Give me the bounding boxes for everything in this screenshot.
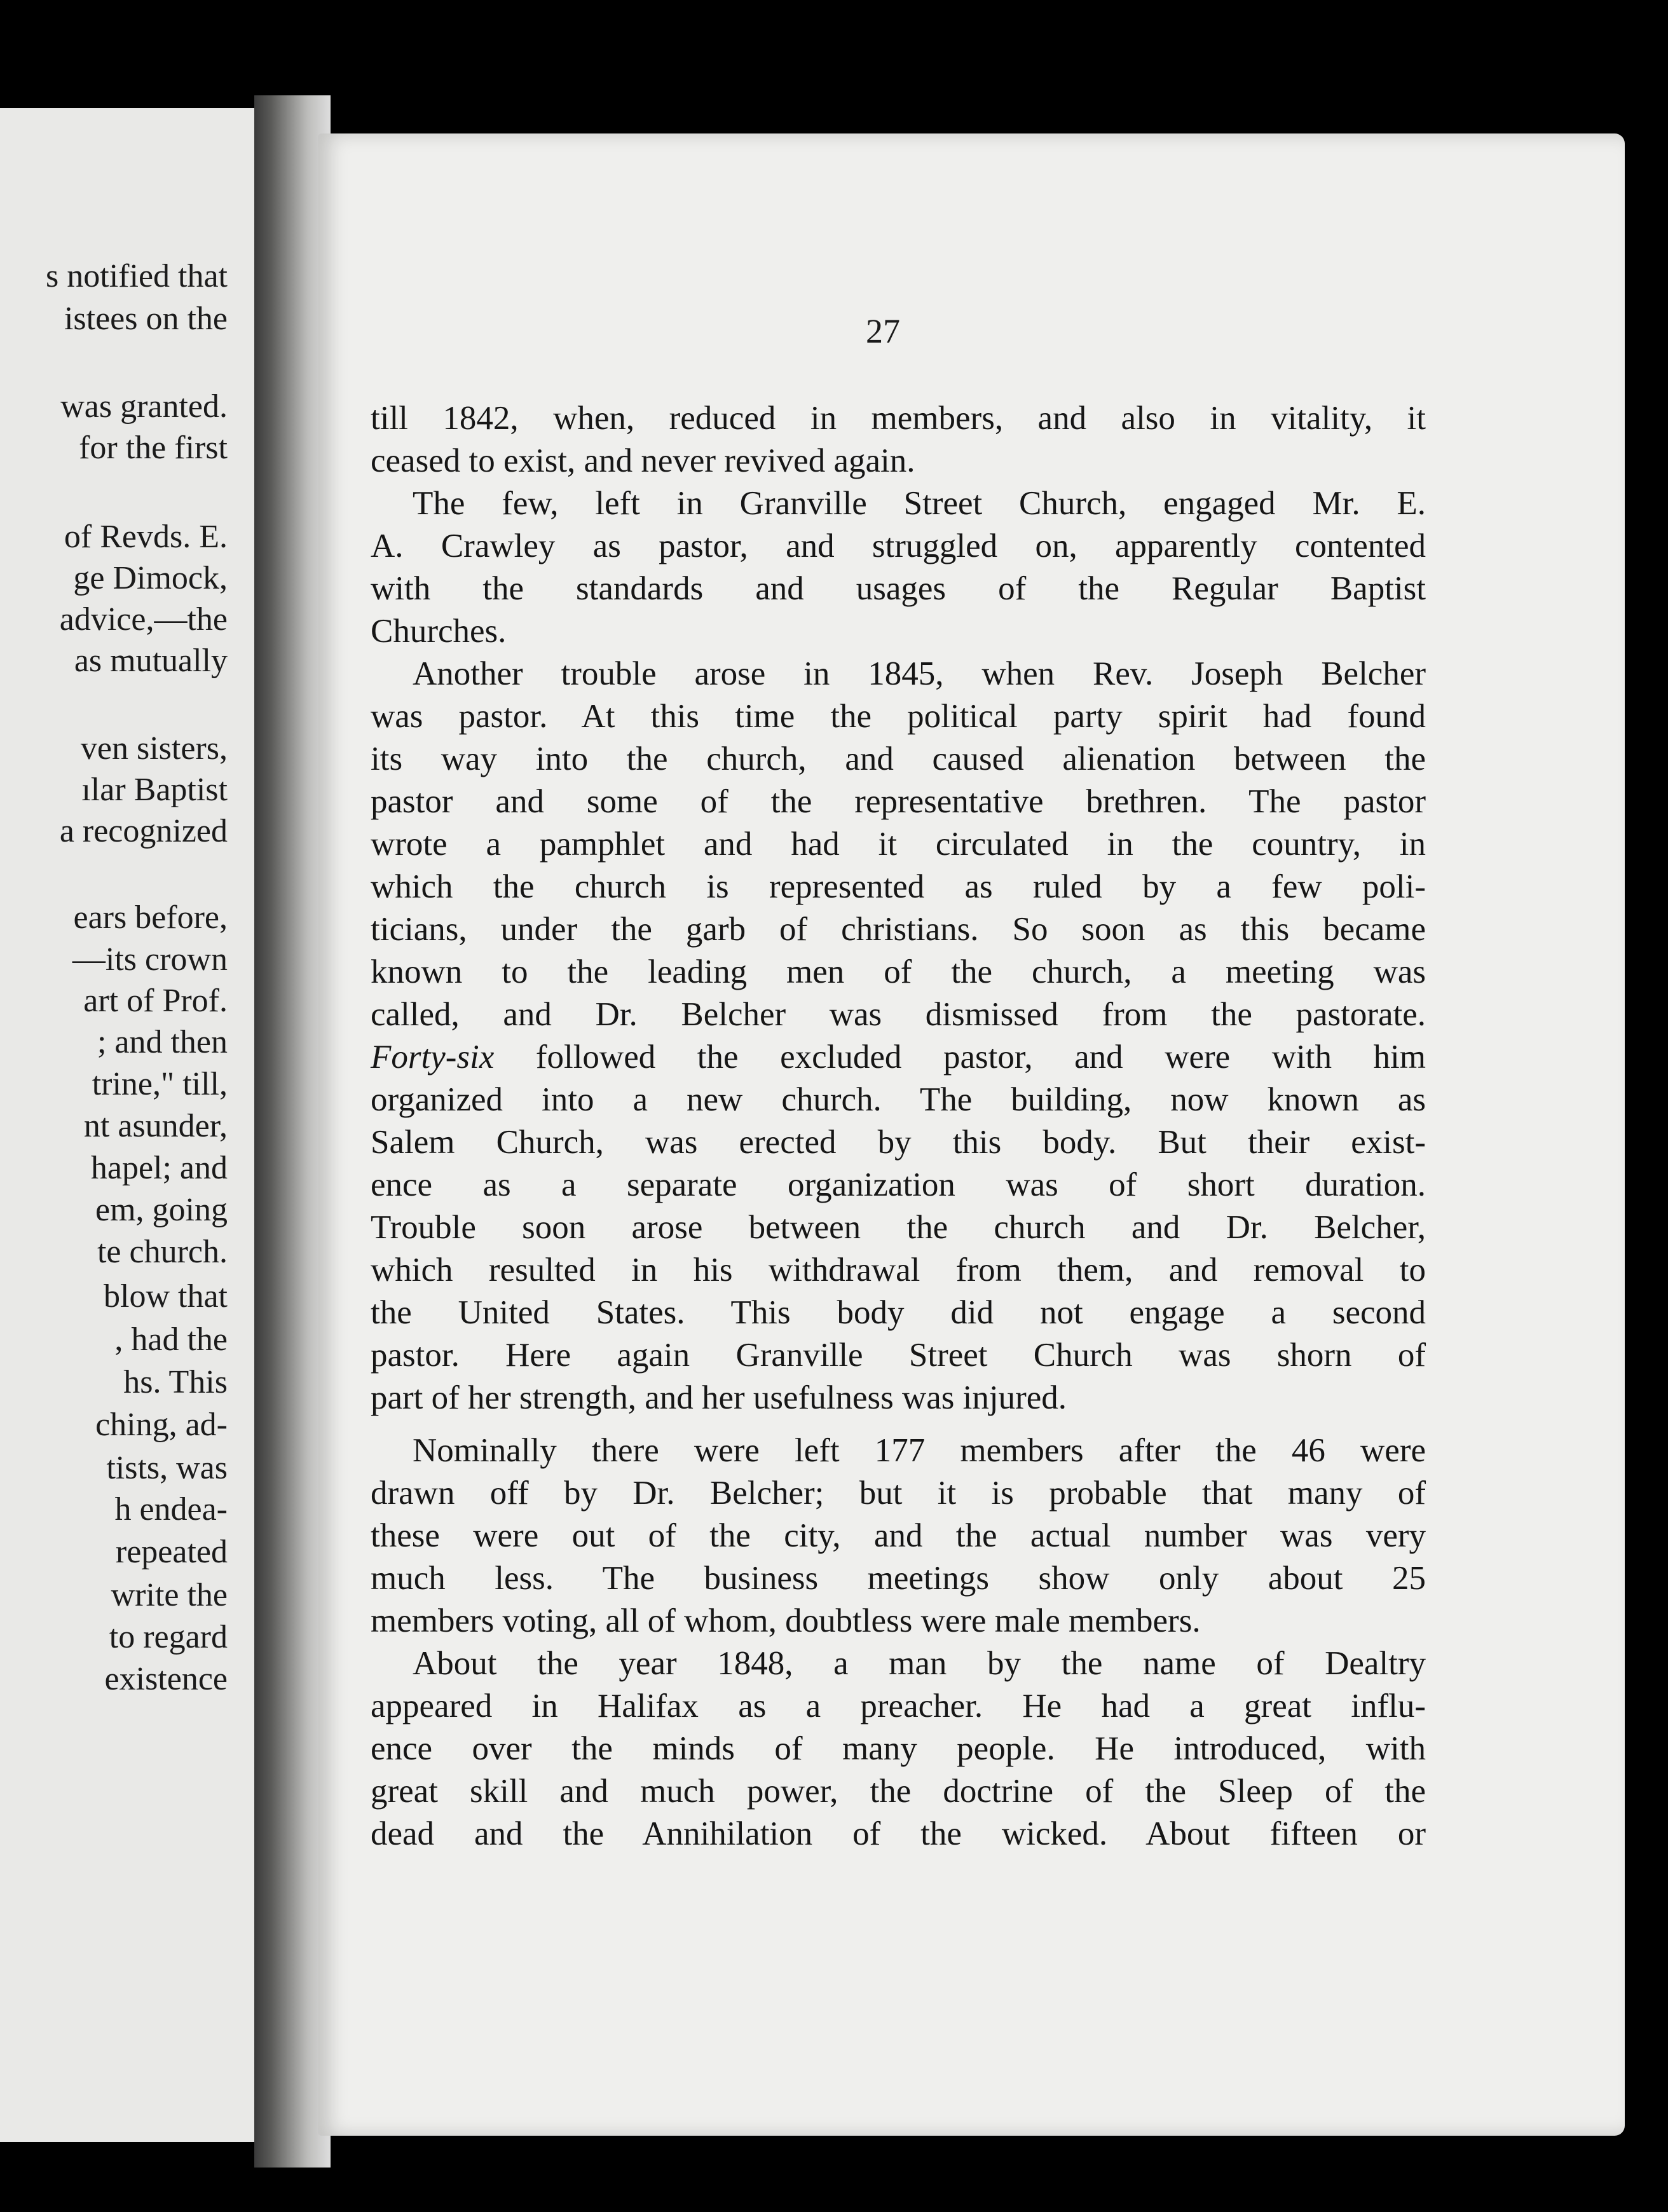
text-line: Salem Church, was erected by this body. But their exist-: [371, 1124, 1426, 1161]
left-page-line: ; and then: [97, 1024, 228, 1060]
left-page-line: as mutually: [74, 643, 228, 679]
text-line: part of her strength, and her usefulness was injured.: [371, 1379, 1067, 1416]
text-line: wrote a pamphlet and had it circulated in the country, in: [371, 826, 1426, 863]
left-page-line: to regard: [109, 1619, 228, 1655]
text-line: ticians, under the garb of christians. So soon as this became: [371, 911, 1426, 948]
left-page-line: istees on the: [64, 301, 228, 337]
left-page-line: tists, was: [106, 1450, 228, 1486]
text-line: which the church is represented as ruled by a few poli-: [371, 868, 1426, 905]
text-line: ceased to exist, and never revived again.: [371, 442, 915, 479]
left-page-line: ching, ad-: [95, 1407, 228, 1443]
text-line: pastor and some of the representative brethren. The pastor: [371, 783, 1426, 820]
previous-page: [0, 108, 254, 2142]
left-page-line: —its crown: [72, 941, 228, 978]
left-page-line: art of Prof.: [83, 983, 228, 1019]
text-line: Trouble soon arose between the church and Dr. Belcher,: [371, 1209, 1426, 1246]
left-page-line: existence: [104, 1661, 228, 1697]
left-page-line: h endea-: [114, 1491, 228, 1527]
text-line: till 1842, when, reduced in members, and also in vitality, it: [371, 400, 1426, 437]
text-line: Nominally there were left 177 members after the 46 were: [413, 1432, 1426, 1469]
text-line: Churches.: [371, 613, 507, 650]
text-line: About the year 1848, a man by the name of Dealtry: [413, 1645, 1426, 1682]
left-page-line: ge Dimock,: [73, 560, 228, 596]
left-page-line: trine," till,: [92, 1066, 228, 1102]
text-line: was pastor. At this time the political party spirit had found: [371, 698, 1426, 735]
text-line: appeared in Halifax as a preacher. He had a great influ-: [371, 1688, 1426, 1724]
left-page-line: advice,—the: [59, 601, 228, 638]
text-line: [371, 1036, 1426, 1079]
text-line: ence as a separate organization was of short duration.: [371, 1166, 1426, 1203]
text-line: called, and Dr. Belcher was dismissed from the pastorate.: [371, 996, 1426, 1033]
left-page-line: ears before,: [73, 899, 228, 936]
text-line: pastor. Here again Granville Street Church was shorn of: [371, 1337, 1426, 1374]
text-line: which resulted in his withdrawal from them, and removal to: [371, 1252, 1426, 1288]
text-line: great skill and much power, the doctrine of the Sleep of the: [371, 1773, 1426, 1810]
page-number: 27: [866, 312, 900, 350]
left-page-line: was granted.: [60, 388, 228, 425]
text-line: much less. The business meetings show only about 25: [371, 1560, 1426, 1597]
left-page-line: em, going: [95, 1192, 228, 1228]
left-page-line: hs. This: [123, 1364, 228, 1400]
left-page-line: , had the: [114, 1321, 228, 1358]
left-page-line: repeated: [115, 1534, 228, 1570]
body-text: [371, 397, 1426, 1855]
text-line: Another trouble arose in 1845, when Rev. Joseph Belcher: [413, 655, 1426, 692]
left-page-line: s notified that: [46, 258, 228, 294]
line-text: followed the excluded pastor, and were with him: [494, 1039, 1426, 1075]
left-page-line: hapel; and: [90, 1150, 228, 1186]
text-line: known to the leading men of the church, a meeting was: [371, 953, 1426, 990]
text-line: members voting, all of whom, doubtless were male members.: [371, 1602, 1201, 1639]
text-line: ence over the minds of many people. He introduced, with: [371, 1730, 1426, 1767]
left-page-line: write the: [111, 1577, 228, 1613]
text-line: its way into the church, and caused alienation between the: [371, 741, 1426, 777]
left-page-line: ven sisters,: [80, 730, 228, 767]
left-page-line: ılar Baptist: [81, 772, 228, 808]
text-line: dead and the Annihilation of the wicked. About fifteen or: [371, 1815, 1426, 1852]
left-page-line: for the first: [79, 430, 228, 466]
text-line: A. Crawley as pastor, and struggled on, apparently contented: [371, 528, 1426, 564]
left-page-line: nt asunder,: [83, 1108, 228, 1144]
text-line: the United States. This body did not engage a second: [371, 1294, 1426, 1331]
italic-word: Forty-six: [371, 1039, 495, 1075]
left-page-line: a recognized: [59, 813, 228, 849]
text-line: these were out of the city, and the actual number was very: [371, 1517, 1426, 1554]
left-page-line: te church.: [97, 1234, 228, 1270]
left-page-line: of Revds. E.: [64, 519, 228, 555]
left-page-line: blow that: [104, 1278, 228, 1314]
text-line: with the standards and usages of the Regular Baptist: [371, 570, 1426, 607]
text-line: The few, left in Granville Street Church, engaged Mr. E.: [413, 485, 1426, 522]
text-line: drawn off by Dr. Belcher; but it is probable that many of: [371, 1475, 1426, 1512]
text-line: organized into a new church. The building, now known as: [371, 1081, 1426, 1118]
